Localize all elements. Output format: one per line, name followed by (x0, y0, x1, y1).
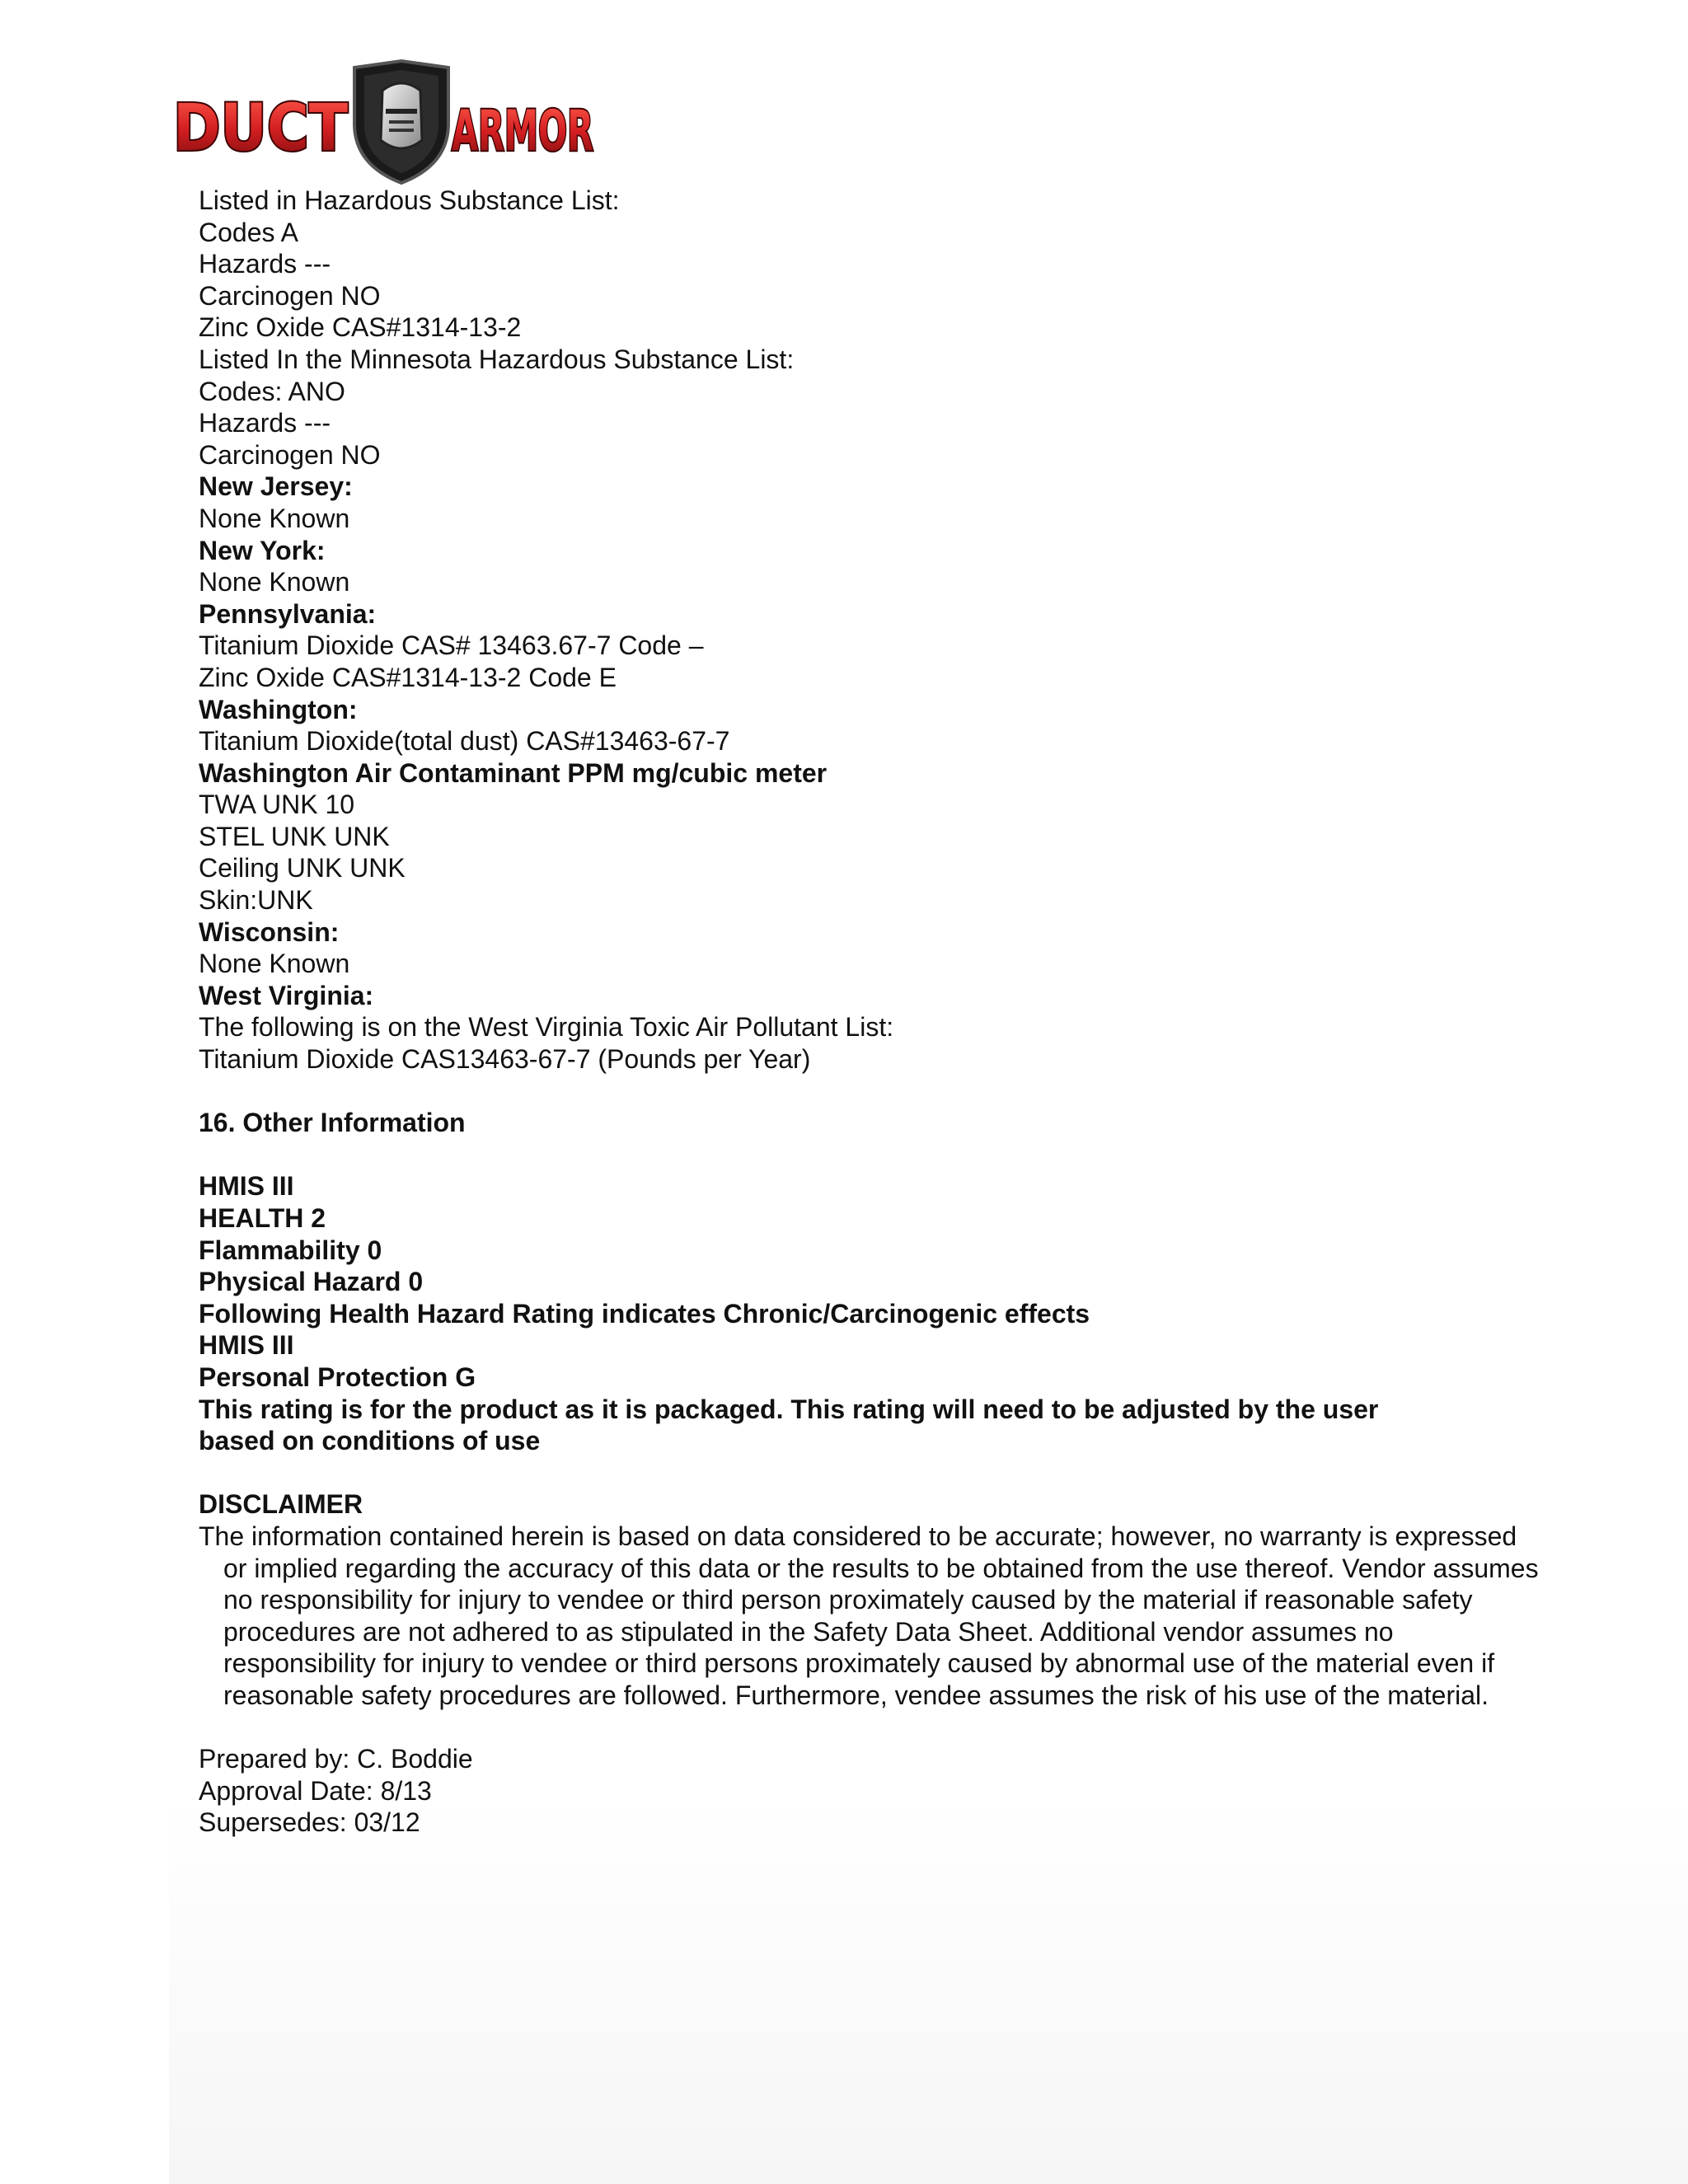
section-16-heading: 16. Other Information (199, 1108, 466, 1138)
pennsylvania-heading: Pennsylvania: (199, 598, 377, 629)
text-line: Codes A (199, 217, 298, 247)
text-line: Codes: ANO (199, 376, 345, 406)
page-shading (169, 1797, 1688, 2184)
new-jersey-heading: New Jersey: (199, 471, 353, 502)
wisconsin-text: None Known (199, 949, 350, 979)
hmis-line: Following Health Hazard Rating indicates Chronic/Carcinogenic effects (199, 1298, 1090, 1329)
svg-text:DUCT: DUCT (173, 91, 348, 166)
rating-note: This rating is for the product as it is packaged. This rating will need to be adjusted by the user (199, 1394, 1379, 1424)
west-virginia-line: Titanium Dioxide CAS13463-67-7 (Pounds per Year) (199, 1044, 811, 1075)
svg-text:ARMOR: ARMOR (452, 99, 593, 164)
text-line: Listed In the Minnesota Hazardous Substance List: (199, 344, 795, 374)
wisconsin-heading: Wisconsin: (199, 916, 340, 947)
text-line: Hazards --- (199, 408, 331, 438)
new-york-text: None Known (199, 567, 350, 598)
text-line: Listed in Hazardous Substance List: (199, 185, 620, 215)
approval-date: Approval Date: 8/13 (199, 1775, 432, 1806)
document-body (199, 185, 1550, 1839)
washington-row: STEL UNK UNK (199, 821, 390, 851)
pennsylvania-line: Zinc Oxide CAS#1314-13-2 Code E (199, 662, 617, 692)
text-line: Carcinogen NO (199, 439, 381, 470)
pennsylvania-line: Titanium Dioxide CAS# 13463.67-7 Code – (199, 630, 704, 661)
west-virginia-heading: West Virginia: (199, 980, 374, 1010)
washington-row: Ceiling UNK UNK (199, 853, 406, 883)
washington-text: Titanium Dioxide(total dust) CAS#13463-67-7 (199, 726, 730, 757)
hmis-line: Flammability 0 (199, 1235, 382, 1265)
new-york-heading: New York: (199, 535, 326, 565)
knight-helmet-icon (381, 83, 422, 148)
washington-row: TWA UNK 10 (199, 790, 355, 820)
west-virginia-line: The following is on the West Virginia Toxic Air Pollutant List: (199, 1012, 894, 1043)
hmis-line: HMIS III (199, 1171, 294, 1202)
hmis-line: Physical Hazard 0 (199, 1267, 424, 1297)
washington-row: Skin:UNK (199, 885, 313, 916)
disclaimer-text: The information contained herein is based on data considered to be accurate; however, no warranty is expressed or implied regarding the accuracy of this data or the results to be obtained from the use thereof. Vendor assumes no responsibility for injury to vendee or third person proximately caused by the material if reasonable safety procedures are not adhered to as stipulated in the Safety Data Sheet. Additional vendor assumes no responsibility for injury to vendee or third persons proximately caused by abnormal use of the material even if reasonable safety procedures are followed. Furthermore, vendee assumes the risk of his use of the material. (199, 1521, 1539, 1710)
rating-note: based on conditions of use (199, 1426, 541, 1456)
washington-heading: Washington: (199, 694, 358, 724)
hmis-line: HEALTH 2 (199, 1203, 326, 1233)
new-jersey-text: None Known (199, 503, 350, 533)
hmis-line: Personal Protection G (199, 1361, 476, 1392)
prepared-by: Prepared by: C. Boddie (199, 1744, 473, 1774)
hmis-line: HMIS III (199, 1330, 294, 1361)
washington-contaminant-heading: Washington Air Contaminant PPM mg/cubic meter (199, 757, 828, 788)
text-line: Carcinogen NO (199, 280, 381, 311)
disclaimer-heading: DISCLAIMER (199, 1489, 363, 1520)
duct-armor-logo (166, 58, 595, 190)
text-line: Zinc Oxide CAS#1314-13-2 (199, 312, 522, 343)
supersedes: Supersedes: 03/12 (199, 1807, 420, 1838)
text-line: Hazards --- (199, 249, 331, 279)
